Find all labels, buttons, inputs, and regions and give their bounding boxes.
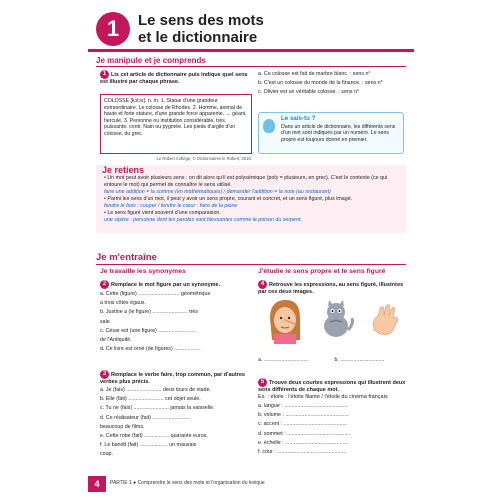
fill-line[interactable]: b. volume : ........................................... [258, 412, 349, 419]
fill-line[interactable]: a. Cette (figure) ............................ géométrique [100, 291, 211, 297]
fill-line[interactable]: e. échelle : ........................................... [258, 439, 349, 446]
section-manipule: Je manipule et je comprends [96, 56, 406, 67]
exercise-5-lines [258, 402, 408, 457]
exercise-5-question: 5 Trouve deux courtes expressions qui illustrent deux sens différents de chaque mot. [258, 379, 406, 394]
answer-line-a[interactable]: a. Ce colosse est fait de marbre blanc. : sens n° [258, 71, 371, 77]
exercise-5-example: Ex. : étoile : l'étoile filante / l'étoile du cinéma français [258, 394, 388, 400]
fill-line: coup. [100, 451, 113, 458]
section-entraine: Je m'entraîne [96, 252, 406, 265]
fill-line[interactable]: b. Justine a (le figure) ........................ très [100, 309, 199, 316]
callout-title: Le sais-tu ? [281, 115, 316, 122]
did-you-know-callout [258, 112, 404, 154]
cat-illustration [316, 298, 356, 340]
exercise-number: 2 [100, 280, 109, 289]
sens-propre-figure-heading: J'étudie le sens propre et le sens figuré [258, 268, 386, 275]
fill-line: sale. [100, 318, 112, 325]
fill-line[interactable]: c. accent : ........................................... [258, 421, 347, 428]
fill-line[interactable]: d. Ce livre est orné (de figures) .................. [100, 346, 201, 353]
exercise-1-answers [258, 70, 406, 98]
answer-line-b[interactable]: b. C'est un colosse du monde de la finance. : sens n° [258, 80, 383, 87]
page-footer [88, 476, 414, 492]
retiens-title: Je retiens [102, 165, 145, 175]
fill-line[interactable]: a. langue : ........................................... [258, 403, 348, 409]
exercise-4-answers [258, 352, 408, 370]
page-number: 4 [88, 476, 106, 492]
exercise-number: 1 [100, 70, 109, 79]
exercise-3-lines [100, 386, 250, 460]
fill-line[interactable]: f. cour : ............................................... [258, 449, 347, 456]
exercise-number: 4 [258, 280, 267, 289]
workbook-page [88, 0, 414, 500]
exercise-1-question: 1 Lis cet article de dictionnaire puis indique quel sens est illustré par chaque phrase. [100, 71, 248, 86]
fill-line[interactable]: e. Cette robe (fait) ................. quarante euros. [100, 433, 208, 440]
chapter-header [88, 8, 414, 52]
fill-line[interactable]: d. Ce réalisateur (fait) .......................... [100, 414, 191, 421]
footer-text: PARTIE 1 ● Comprendre le sens des mots et l'organisation du lexique [110, 480, 265, 486]
exercise-2-question: 2 Remplace le mot figure par un synonyme. [100, 280, 250, 289]
je-retiens-box: Je retiens • Un mot peut avoir plusieurs sens : on dit alors qu'il est polysémique (poly = plusieurs, en grec). C'est le contexte (ce qui entoure le mot) qui permet de connaître le sens utilisé. faire une addition = la somme (en mathématiques) / demander l'addition = la note (au restaurant) • Parmi les sens d'un mot, il peut y avoir un sens propre, courant et concret, et un sens figuré, plus imagé. fendre le bois : couper / fendre le cœur : faire de la peine • Le sens figuré vient souvent d'une comparaison. une vipère : personne dont les paroles sont blessantes comme le poison du serpent. [96, 165, 406, 233]
exercise-number: 5 [258, 378, 267, 387]
fill-line[interactable]: c. César est (une figure) .......................... [100, 327, 197, 334]
synonymes-heading: Je travaille les synonymes [100, 268, 186, 275]
woman-nose-illustration [264, 296, 304, 346]
exercise-4-question: 4 Retrouve les expressions, au sens figuré, illustrées par ces deux images. [258, 281, 404, 296]
fill-line[interactable]: b. Elle (fait) ........................ cet objet seule. [100, 396, 201, 403]
chapter-number: 1 [96, 12, 130, 46]
exercise-number: 3 [100, 370, 109, 379]
answer-b[interactable]: b. .............................. [334, 356, 385, 363]
answer-a[interactable]: a. .............................. [258, 356, 309, 363]
dictionary-article: COLOSSE [kɔlɔs]. n. m. 1. Statue d'une grandeur extraordinaire. Le colosse de Rhodes. 2. Homme, animal de haute et forte stature, d'une grande force apparente. → géant, hercule. 3. Personne ou institution considérable, très puissante. contr. Nain ou pygmée. Les pieds d'argile d'un colosse, du grec. [100, 94, 252, 154]
fill-line[interactable]: a. Je (fais) ........................ deux tours de stade. [100, 387, 211, 393]
fill-line: de l'Antiquité. [100, 337, 132, 344]
answer-line-c[interactable]: c. Olivier est un véritable colosse. : sens n° [258, 89, 360, 96]
fill-line[interactable]: f. Le bandit (fait) ................... un mauvais [100, 442, 197, 449]
exercise-3-question: 3 Remplace le verbe faire, trop commun, par d'autres verbes plus précis. [100, 371, 245, 386]
hand-illustration [368, 300, 404, 340]
exercise-2-lines [100, 290, 250, 354]
fill-line[interactable]: d. sommet : ........................................... [258, 430, 351, 437]
chapter-title: Le sens des mots et le dictionnaire [138, 12, 264, 46]
fill-line: a trois côtés égaux. [100, 300, 146, 307]
fill-line[interactable]: c. Tu ne (fais) ........................ jamais la vaisselle. [100, 405, 215, 412]
lightbulb-icon [263, 119, 275, 133]
fill-line: beaucoup de films. [100, 423, 145, 430]
callout-text: Dans un article de dictionnaire, les différents sens d'un mot sont indiqués par un numéro. Le sens propre est toujours donné en premier. [281, 123, 396, 143]
article-source: Le Robert Collège, © Dictionnaires le Robert, 2016. [156, 156, 252, 161]
